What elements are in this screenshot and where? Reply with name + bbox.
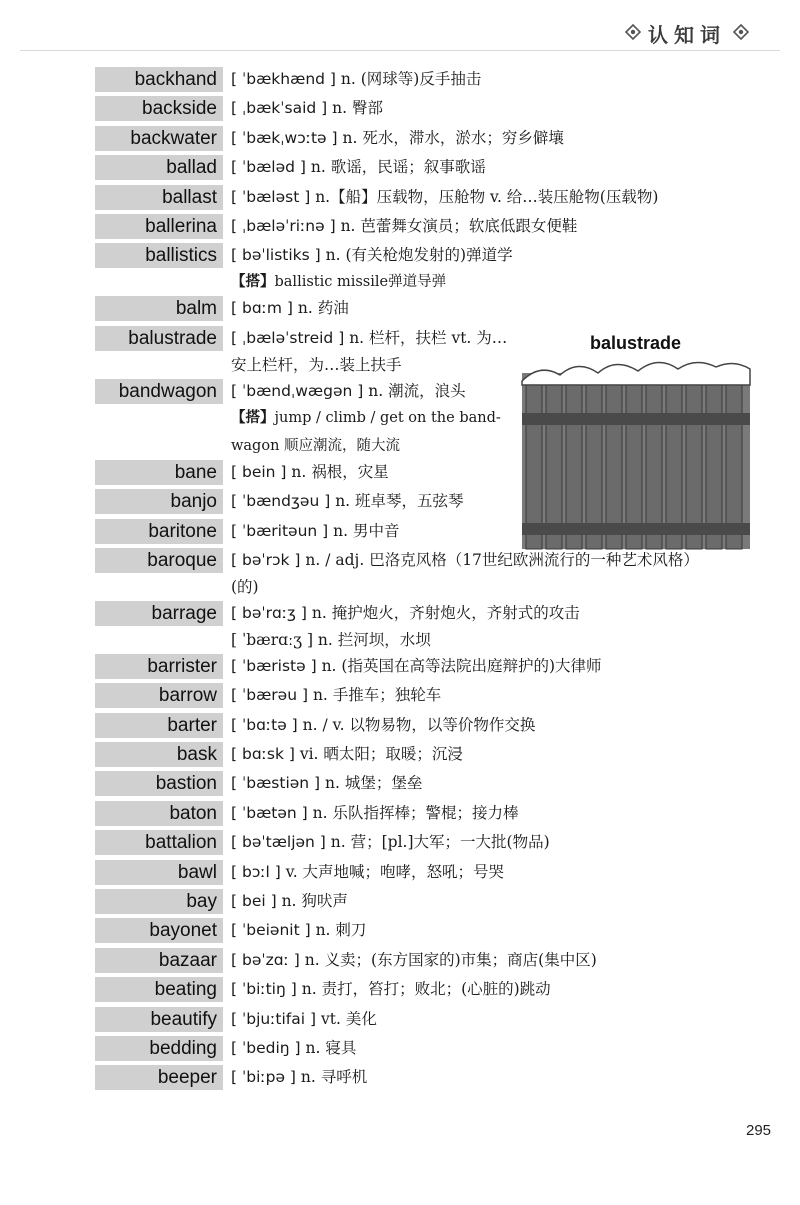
definition [223, 1007, 775, 1032]
fence-image [520, 333, 752, 551]
collocation-text: ballistic missile弹道导弹 [274, 274, 447, 291]
entry-row [95, 155, 775, 184]
headword: baroque [95, 548, 223, 573]
headword: backwater [95, 126, 223, 151]
definition [223, 67, 775, 92]
entry-row [95, 96, 775, 125]
headword: baton [95, 801, 223, 826]
meaning: n. 芭蕾舞女演员；软底低跟女便鞋 [340, 216, 578, 235]
headword: beautify [95, 1007, 223, 1032]
definition [223, 948, 775, 973]
meaning: n. 手推车；独轮车 [312, 686, 442, 705]
headword: ballerina [95, 214, 223, 239]
definition [223, 977, 775, 1002]
collocation-tag: 【搭】 [231, 408, 275, 426]
section-title: 认知词 [648, 22, 726, 47]
meaning: n. 潮流，浪头 [368, 381, 466, 400]
phonetic: [ ˌbæləˈriːnə ] [231, 216, 336, 235]
phonetic: [ bɔːl ] [231, 862, 281, 881]
entry-row [95, 771, 775, 800]
entry-row [95, 1036, 775, 1065]
definition [223, 96, 775, 121]
phonetic: [ bɑːm ] [231, 299, 293, 318]
definition [223, 1036, 775, 1061]
headword: bazaar [95, 948, 223, 973]
definition [223, 742, 775, 767]
headword: balm [95, 296, 223, 321]
headword: balustrade [95, 326, 223, 351]
entry-row [95, 67, 775, 96]
headword: backside [95, 96, 223, 121]
meaning: n. 义卖；(东方国家的)市集；商店(集中区) [304, 950, 597, 969]
phonetic: [ bəˈzɑː ] [231, 950, 300, 969]
definition [223, 1065, 775, 1090]
phonetic: [ bəˈlistiks ] [231, 246, 321, 265]
page-number: 295 [746, 1122, 772, 1139]
entry-row [95, 1065, 775, 1094]
headword: bawl [95, 860, 223, 885]
meaning-continued: (的) [231, 577, 259, 596]
headword: barter [95, 713, 223, 738]
definition [223, 713, 775, 738]
headword: barrage [95, 601, 223, 626]
headword: backhand [95, 67, 223, 92]
meaning: n. 祸根，灾星 [291, 462, 389, 481]
phonetic: [ ˈbiːtiŋ ] [231, 980, 297, 999]
meaning: n. 寻呼机 [300, 1068, 368, 1087]
phonetic: [ ˌbækˈsaid ] [231, 99, 328, 118]
balustrade-illustration [520, 333, 752, 551]
headword: ballad [95, 155, 223, 180]
vocabulary-list [95, 67, 775, 1095]
phonetic: [ bəˈtæljən ] [231, 833, 326, 852]
entry-row [95, 713, 775, 742]
definition [223, 126, 775, 151]
meaning: n. 掩护炮火，齐射炮火，齐射式的攻击 [311, 603, 580, 622]
headword: ballistics [95, 243, 223, 268]
entry-row [95, 801, 775, 830]
phonetic: [ ˈbæləd ] [231, 158, 306, 177]
definition [223, 243, 775, 296]
entry-row [95, 654, 775, 683]
headword: bayonet [95, 918, 223, 943]
headword: baritone [95, 519, 223, 544]
meaning: n. (有关枪炮发射的)弹道学 [325, 246, 513, 265]
entry-row [95, 683, 775, 712]
meaning: n. 死水，滞水，淤水；穷乡僻壤 [342, 128, 564, 147]
entry-row [95, 1007, 775, 1036]
entry-row [95, 830, 775, 859]
meaning: n. 城堡；堡垒 [325, 774, 423, 793]
meaning: v. 大声地喊；咆哮，怒吼；号哭 [285, 862, 505, 881]
definition [223, 801, 775, 826]
meaning: n. 刺刀 [315, 921, 367, 940]
definition [223, 296, 775, 321]
entry-row [95, 214, 775, 243]
headword: bastion [95, 771, 223, 796]
phonetic: [ ˈbændˌwægən ] [231, 381, 364, 400]
meaning: n. 狗吠声 [281, 892, 348, 911]
phonetic: [ ˈbætən ] [231, 803, 308, 822]
phonetic: [ bəˈrɔk ] [231, 550, 301, 569]
headword: barrister [95, 654, 223, 679]
definition [223, 889, 775, 914]
definition [223, 601, 775, 654]
diamond-ornament-icon [732, 24, 750, 42]
phonetic: [ ˈbiːpə ] [231, 1068, 296, 1087]
entry-row [95, 243, 775, 296]
definition [223, 830, 775, 855]
entry-row [95, 860, 775, 889]
headword: bask [95, 742, 223, 767]
phonetic: [ bei ] [231, 892, 277, 911]
phonetic: [ bəˈrɑːʒ ] [231, 603, 307, 622]
entry-row [95, 126, 775, 155]
meaning: n. 栏杆，扶栏 vt. 为… [349, 328, 508, 347]
header-divider [20, 50, 780, 51]
phonetic: [ ˈbærəu ] [231, 686, 309, 705]
phonetic: [ ˈbɑːtə ] [231, 715, 298, 734]
phonetic: [ ˌbæləˈstreid ] [231, 328, 345, 347]
meaning: n. / adj. 巴洛克风格（17世纪欧洲流行的一种艺术风格） [305, 550, 699, 569]
entry-row [95, 742, 775, 771]
phonetic: [ ˈbæstiən ] [231, 774, 321, 793]
phonetic: [ ˈbeiənit ] [231, 921, 311, 940]
meaning: vi. 晒太阳；取暖；沉浸 [299, 745, 463, 764]
meaning-continued: [ ˈbærɑːʒ ] n. 拦河坝，水坝 [231, 630, 431, 649]
meaning: n. 乐队指挥棒；警棍；接力棒 [312, 803, 519, 822]
meaning: n. 臀部 [332, 99, 384, 118]
definition [223, 918, 775, 943]
phonetic: [ bɑːsk ] [231, 745, 295, 764]
definition [223, 771, 775, 796]
headword: bandwagon [95, 379, 223, 404]
phonetic: [ bein ] [231, 462, 287, 481]
entry-row [95, 977, 775, 1006]
definition [223, 155, 775, 180]
phonetic: [ ˈbediŋ ] [231, 1038, 301, 1057]
headword: banjo [95, 489, 223, 514]
entry-row [95, 601, 775, 654]
definition [223, 683, 775, 708]
entry-row [95, 918, 775, 947]
phonetic: [ ˈbækhænd ] [231, 70, 336, 88]
phonetic: [ ˈbæləst ] [231, 187, 311, 206]
headword: bane [95, 460, 223, 485]
headword: ballast [95, 185, 223, 210]
illustration-caption: balustrade [590, 333, 682, 353]
entry-row [95, 889, 775, 918]
meaning: n. 营；[pl.]大军；一大批(物品) [330, 833, 550, 852]
phonetic: [ ˈbæristə ] [231, 656, 317, 675]
headword: barrow [95, 683, 223, 708]
phonetic: [ ˈbækˌwɔːtə ] [231, 128, 338, 147]
definition [223, 548, 775, 601]
meaning: n. 责打，笞打；败北；(心脏的)跳动 [301, 980, 551, 999]
headword: beeper [95, 1065, 223, 1090]
collocation-tag: 【搭】 [231, 273, 275, 291]
phonetic: [ ˈbæritəun ] [231, 521, 329, 540]
meaning: n. / v. 以物易物，以等价物作交换 [302, 715, 536, 734]
diamond-ornament-icon [624, 24, 642, 42]
meaning: n. 班卓琴，五弦琴 [335, 492, 464, 511]
headword: beating [95, 977, 223, 1002]
meaning-continued: 安上栏杆，为…装上扶手 [231, 355, 402, 374]
collocation-text: jump / climb / get on the band- [274, 409, 501, 426]
collocation-note [231, 268, 775, 296]
entry-row [95, 296, 775, 325]
definition [223, 860, 775, 885]
headword: battalion [95, 830, 223, 855]
phonetic: [ ˈbjuːtifai ] [231, 1009, 317, 1028]
definition [223, 185, 775, 210]
page-header [624, 18, 750, 48]
headword: bedding [95, 1036, 223, 1061]
definition [223, 214, 775, 239]
headword: bay [95, 889, 223, 914]
entry-row [95, 548, 775, 601]
meaning: n. (网球等)反手抽击 [340, 70, 482, 88]
meaning: n. 歌谣，民谣；叙事歌谣 [310, 158, 486, 177]
meaning: n. 寝具 [305, 1038, 357, 1057]
meaning: n. 药油 [297, 299, 349, 318]
entry-row [95, 185, 775, 214]
meaning: n.【船】压载物，压舱物 v. 给…装压舱物(压载物) [315, 187, 659, 206]
definition [223, 654, 775, 679]
collocation-text-continued: wagon 顺应潮流，随大流 [231, 437, 401, 454]
entry-row [95, 948, 775, 977]
phonetic: [ ˈbændʒəu ] [231, 492, 331, 511]
meaning: n. (指英国在高等法院出庭辩护的)大律师 [321, 656, 602, 675]
meaning: n. 男中音 [333, 521, 400, 540]
meaning: vt. 美化 [320, 1009, 377, 1028]
